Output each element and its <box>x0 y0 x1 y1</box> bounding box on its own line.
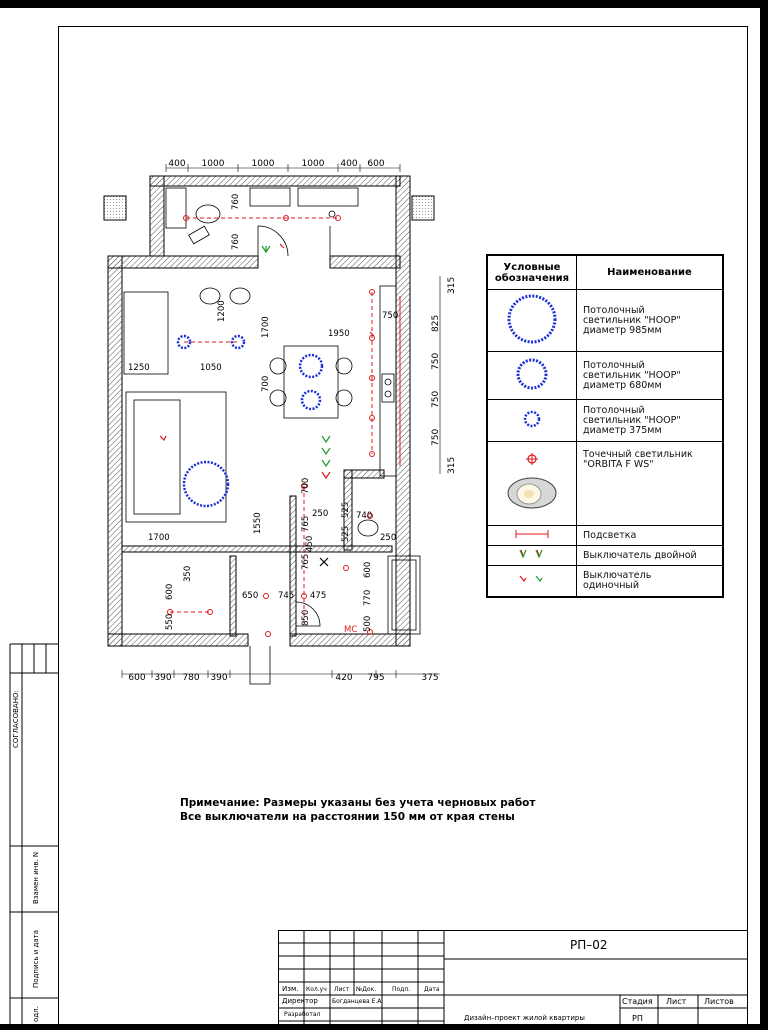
dim-bottom-3: 780 <box>182 673 200 683</box>
dim-inner-760a: 760 <box>231 193 241 210</box>
dim-right-3: 750 <box>431 352 441 370</box>
legend-row-3-text: Потолочный светильник "HOOP" диаметр 375мм <box>577 400 723 442</box>
col-header-list: Лист <box>334 986 350 993</box>
hoop-985-icon <box>504 291 560 347</box>
legend-row-4-symbol <box>488 442 577 526</box>
col-header-izm: Изм. <box>282 985 299 993</box>
furniture <box>124 188 420 634</box>
dim-inner-550: 550 <box>165 613 175 630</box>
dim-bottom-7: 375 <box>421 673 439 683</box>
hoop-680-dining-2 <box>302 391 320 409</box>
dim-inner-500: 500 <box>363 615 373 632</box>
dim-inner-250a: 250 <box>312 509 329 519</box>
dim-inner-525a: 525 <box>341 501 351 518</box>
legend-row-2-symbol <box>488 352 577 400</box>
dim-inner-600b: 600 <box>363 561 373 578</box>
legend-row-7-symbol <box>488 566 577 597</box>
dim-inner-765a: 765 <box>301 515 311 532</box>
dim-right-4: 750 <box>431 390 441 408</box>
dim-inner-1700v: 1700 <box>261 316 271 338</box>
legend-row-5-symbol <box>488 526 577 546</box>
dim-inner-1950: 1950 <box>328 329 350 339</box>
dim-bottom-5: 420 <box>335 673 353 683</box>
hoop-985-living <box>184 462 228 506</box>
title-block <box>278 930 748 1030</box>
legend-row-2-text: Потолочный светильник "HOOP" диаметр 680мм <box>577 352 723 400</box>
legend-header-name: Наименование <box>577 256 723 290</box>
role-director: Директор <box>282 997 318 1005</box>
signature-date-label: Подпись и дата <box>32 930 40 988</box>
backlight-icon <box>512 528 552 540</box>
sheet-label: Лист <box>666 997 687 1006</box>
dim-bottom-6: 795 <box>367 673 385 683</box>
dim-inner-525b: 525 <box>341 525 351 542</box>
dim-top-4: 1000 <box>301 159 325 169</box>
legend-row-3-symbol <box>488 400 577 442</box>
col-header-kolutch: Кол.уч <box>306 986 327 993</box>
legend-row-7-text: Выключатель одиночный <box>577 566 723 597</box>
replaced-inv-label: Взамен инв. N <box>32 851 40 904</box>
legend-row-5-text: Подсветка <box>577 526 723 546</box>
dim-bottom-4: 390 <box>210 673 228 683</box>
label-mc: МС <box>344 625 358 635</box>
legend-row-4-text: Точечный светильник "ORBITA F WS" <box>577 442 723 526</box>
legend-row-6-text: Выключатель двойной <box>577 546 723 566</box>
dim-inner-760b: 760 <box>231 233 241 250</box>
col-header-date: Дата <box>424 986 440 993</box>
hoop-680-icon <box>512 354 552 394</box>
floor-plan <box>100 156 457 686</box>
dim-inner-350: 350 <box>183 565 193 582</box>
sheets-label: Листов <box>704 997 734 1006</box>
dim-inner-475: 475 <box>310 591 327 601</box>
inv-orig-label: одл. <box>32 1006 40 1022</box>
legend-row-1-text: Потолочный светильник "HOOP" диаметр 985мм <box>577 290 723 352</box>
legend-header-symbol: Условные обозначения <box>488 256 577 290</box>
dim-bottom-1: 600 <box>128 673 146 683</box>
dim-inner-765b: 765 <box>301 553 311 570</box>
dim-inner-850: 850 <box>301 609 311 626</box>
legend-table <box>486 254 724 598</box>
drawing-sheet <box>0 8 760 1024</box>
agreed-label: СОГЛАСОВАНО: <box>12 690 20 748</box>
dim-bottom-2: 390 <box>154 673 172 683</box>
dim-inner-770: 770 <box>363 589 373 606</box>
stage-value: РП <box>632 1014 643 1023</box>
dim-top-6: 600 <box>367 159 385 169</box>
dim-right-5: 750 <box>431 428 441 446</box>
dim-right-2: 825 <box>431 314 441 332</box>
director-name: Богданцева Е.А. <box>332 998 384 1005</box>
col-header-doc: №Док. <box>356 986 377 993</box>
hoop-680-dining-1 <box>300 355 322 377</box>
dim-inner-1200: 1200 <box>217 300 227 322</box>
side-stamp <box>0 8 60 1024</box>
col-header-sign: Подп. <box>392 986 411 993</box>
dim-inner-250b: 250 <box>380 533 397 543</box>
drawing-note: Примечание: Размеры указаны без учета черновых работ Все выключатели на расстоянии 150 мм от края стены <box>180 797 536 823</box>
project-name: Дизайн–проект жилой квартиры <box>464 1014 585 1022</box>
legend-row-6-symbol <box>488 546 577 566</box>
hoop-375-icon <box>520 407 544 431</box>
dim-top-3: 1000 <box>251 159 275 169</box>
dim-top-5: 400 <box>340 159 358 169</box>
legend-row-1-symbol <box>488 290 577 352</box>
dim-inner-1050: 1050 <box>200 363 222 373</box>
dim-inner-700b: 700 <box>301 477 311 494</box>
dim-inner-600a: 600 <box>165 583 175 600</box>
dim-inner-450: 450 <box>305 535 315 552</box>
role-developer: Разработал <box>284 1011 321 1018</box>
stage-label: Стадия <box>622 997 653 1006</box>
dim-top-1: 400 <box>168 159 186 169</box>
dim-right-1: 315 <box>447 276 457 294</box>
single-switch-icon <box>512 573 552 587</box>
dim-inner-1550: 1550 <box>253 512 263 534</box>
dim-inner-740: 740 <box>356 511 373 521</box>
dim-inner-700a: 700 <box>261 375 271 392</box>
dim-inner-750: 750 <box>382 311 399 321</box>
sheet-code: РП–02 <box>570 938 608 952</box>
spot-lights <box>168 216 375 637</box>
dim-inner-745: 745 <box>278 591 295 601</box>
dim-inner-1700h: 1700 <box>148 533 170 543</box>
spot-light-icon <box>497 447 567 517</box>
dim-inner-1250: 1250 <box>128 363 150 373</box>
double-switch-icon <box>512 547 552 561</box>
dim-right-6: 315 <box>447 456 457 474</box>
dim-top-2: 1000 <box>201 159 225 169</box>
dim-inner-650: 650 <box>242 591 259 601</box>
